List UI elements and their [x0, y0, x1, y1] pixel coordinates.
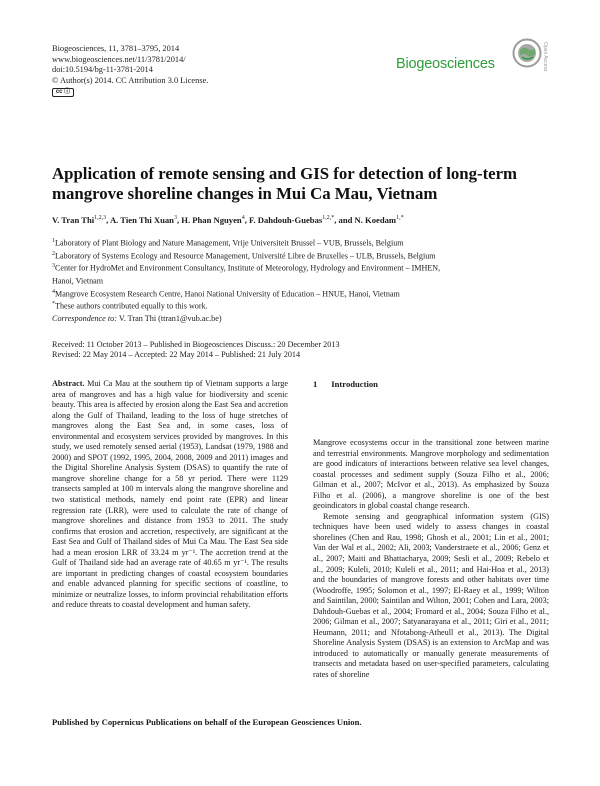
date-line: Received: 11 October 2013 – Published in Biogeosciences Discuss.: 20 December 2013 [52, 340, 340, 349]
paragraph: Mangrove ecosystems occur in the transitional zone between marine and terrestrial environments. Mangrove morphology and sedimentation are good indicators of interactions between relative sea level changes, coastal processes and sediment supply (Souza Filho et al., 2006; Gilman et al., 2007; McIvor et al., 2013). As emphasized by Souza Filho et al. (2006), a mangrove shoreline is one of the best geoindicators in global coastal change research. [313, 438, 549, 511]
date-line: Revised: 22 May 2014 – Accepted: 22 May 2014 – Published: 21 July 2014 [52, 350, 301, 360]
cc-license-badge-icon: cc ⓘ [52, 88, 74, 97]
affiliation-line: *These authors contributed equally to this work. [52, 301, 208, 312]
title-line: Application of remote sensing and GIS for detection of long-term [52, 164, 518, 183]
author-list [52, 215, 552, 225]
affiliation-line: $^3$Center for HydroMet and Environment Consultancy, Institute of Meteorology, Hydrology and Environment – IMHEN, [52, 263, 441, 274]
author-affiliation-marker: 4 [241, 215, 245, 222]
author-name: , and N. Koedam [334, 215, 397, 225]
journal-brand-name: Biogeosciences [396, 56, 495, 72]
title-line: mangrove shoreline changes in Mui Ca Mau, Vietnam [52, 184, 438, 203]
introduction-body [313, 438, 549, 681]
abstract-text: Mui Ca Mau at the southern tip of Vietnam supports a large area of mangroves and has a high value for biodiversity and scenic beauty. This area is affected by erosion along the East Sea and accretion along the Gulf of Thailand, leading to the loss of huge stretches of mangroves along the East Sea and, in some cases, loss of environmental and ecosystem services provided by mangroves. In this study, we used remotely sensed aerial (1953), Landsat (1979, 1988 and 2000) and SPOT (1992, 1995, 2004, 2008, 2009 and 2011) images and the Digital Shoreline Analysis System (DSAS) to quantify the rate of mangrove shoreline change for a 58 yr period. There were 1129 transects sampled at 100 m intervals along the mangrove shoreline and two statistical methods, namely end point rate (EPR) and linear regression rate (LRR), were used to calculate the rate of change of mangrove shorelines and distance from 1953 to 2011. The study confirms that erosion and accretion, respectively, are significant at the East Sea and Gulf of Thailand sides of Mui Ca Mau. The East Sea side had a mean erosion LRR of 33.24 m yr⁻¹. The accretion trend at the Gulf of Thailand side had an average rate of 40.65 m yr⁻¹. The results are important in predicting changes of coastal ecosystem boundaries and enable advanced planning for specific sections of coastline, to minimize or neutralize losses, to inform provincial rehabilitation efforts and reduce threats to coastal development and human safety. [52, 379, 288, 610]
author-affiliation-marker: 3 [173, 215, 177, 222]
author-name: , F. Dahdouh-Guebas [244, 215, 323, 225]
correspondence [52, 314, 222, 323]
author-name: , H. Phan Nguyen [176, 215, 242, 225]
affiliations [52, 236, 552, 312]
correspondence-label: Correspondence to: [52, 314, 117, 323]
author-affiliation-marker: 1,2,* [322, 215, 335, 222]
abstract-label: Abstract. [52, 379, 85, 388]
article-title [52, 164, 552, 204]
section-title: Introduction [331, 379, 378, 389]
author-affiliation-marker: 1,2,3 [94, 215, 107, 222]
open-access-label: Open Access [542, 42, 548, 72]
abstract [52, 379, 288, 611]
paragraph: Remote sensing and geographical information system (GIS) techniques have been used widely to assess changes in coastal shorelines (Chen and Rau, 1998; Ghosh et al., 2001; Lin et al., 2001; Van der Wal et al., 2002; Ali, 2003; Vanderstraete et al., 2006; Genz et al., 2007; Maiti and Bhattacharya, 2009; Sesli et al., 2009; Rebelo et al., 2009; Kuleli, 2010; Kuleli et al., 2011; and Hai-Hoa et al., 2013) and the boundaries of mangrove forests and other habitats over time (Woodroffe, 1995; Solomon et al., 1997; El-Raey et al., 1999; Wilton and Saintilan, 2000; Saintilan and Wilton, 2001; Cohen and Lara, 2003; Dahdouh-Guebas et al., 2004; Fromard et al., 2004; Souza Filho et al., 2006; Gilman et al., 2007; Satyanarayana et al., 2011; Giri et al., 2011; Heumann, 2011; and Nfotabong-Atheull et al., 2013). The Digital Shoreline Analysis System (DSAS) is an extension to ArcMap and was introduced to automatically or manually generate measurements of transects and metadata based on user-specified parameters, calculating rates of shoreline [313, 511, 549, 680]
affiliation-line: $^4$Mangrove Ecosystem Research Centre, Hanoi National University of Education – HNUE, Hanoi, Vietnam [52, 288, 400, 299]
publication-dates [52, 340, 340, 360]
doi[interactable]: doi:10.5194/bg-11-3781-2014 [52, 65, 153, 75]
author-name: V. Tran Thi [52, 215, 95, 225]
license-statement: © Author(s) 2014. CC Attribution 3.0 License. [52, 75, 209, 85]
section-heading [313, 379, 392, 389]
correspondence-contact[interactable]: V. Tran Thi (ttran1@vub.ac.be) [118, 314, 222, 323]
biogeosciences-logo-icon [507, 36, 547, 84]
affiliation-line: $^2$Laboratory of Systems Ecology and Resource Management, Université Libre de Bruxelles – ULB, Brussels, Belgium [52, 250, 436, 261]
article-metadata [52, 44, 208, 97]
affiliation-line: $^1$Laboratory of Plant Biology and Nature Management, Vrije Universiteit Brussel – VUB, Brussels, Belgium [52, 238, 404, 248]
affiliation-line: Hanoi, Vietnam [52, 276, 104, 286]
journal-url[interactable]: www.biogeosciences.net/11/3781/2014/ [52, 54, 186, 64]
publisher-footer: Published by Copernicus Publications on behalf of the European Geosciences Union. [52, 717, 362, 727]
section-number: 1 [313, 379, 318, 389]
author-affiliation-marker: 1,* [396, 215, 404, 222]
author-name: , A. Tien Thi Xuan [106, 215, 174, 225]
journal-citation: Biogeosciences, 11, 3781–3795, 2014 [52, 44, 180, 53]
